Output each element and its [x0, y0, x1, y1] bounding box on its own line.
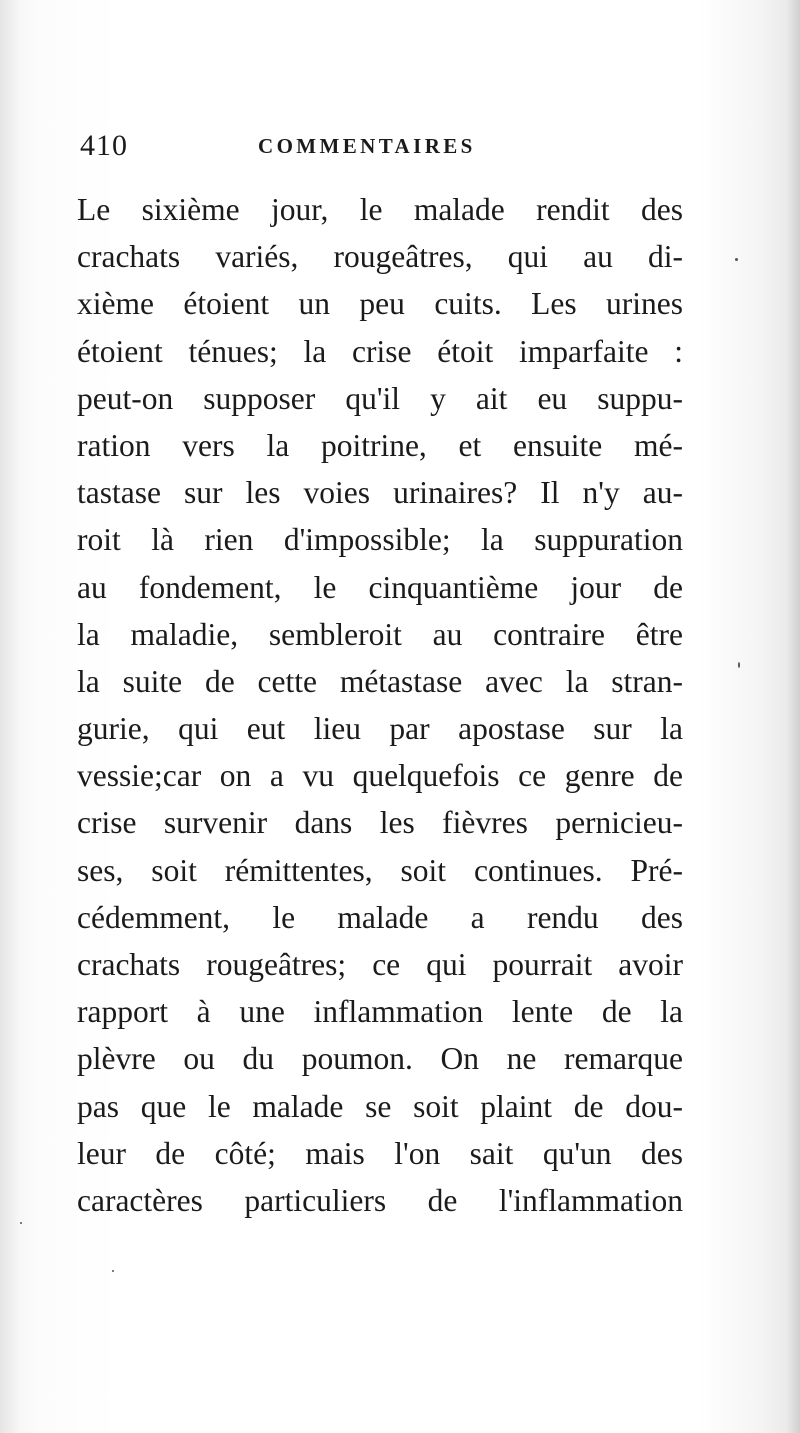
page-left-shadow [0, 0, 20, 1433]
text-line: Le sixième jour, le malade rendit des [77, 192, 683, 227]
text-line: crachats rougeâtres; ce qui pourrait avoir [77, 947, 683, 982]
text-line: crise survenir dans les fièvres pernicieu- [77, 805, 683, 841]
text-line: crachats variés, rougeâtres, qui au di- [77, 239, 683, 275]
ink-speck [112, 1270, 114, 1272]
page-right-edge-shadow [786, 0, 800, 1433]
text-line: xième étoient un peu cuits. Les urines [77, 286, 683, 322]
text-line: ration vers la poitrine, et ensuite mé- [77, 427, 683, 463]
ink-speck [735, 258, 738, 261]
body-text [77, 186, 683, 1224]
text-line: tastase sur les voies urinaires? Il n'y au- [77, 475, 683, 511]
text-line: étoient ténues; la crise étoit imparfaite : [77, 333, 683, 369]
running-title: COMMENTAIRES [258, 134, 476, 158]
ink-speck [738, 662, 740, 668]
text-line: plèvre ou du poumon. On ne remarque [77, 1041, 683, 1077]
text-line: rapport à une inflammation lente de la [77, 994, 683, 1030]
running-head [80, 128, 680, 164]
text-line: roit là rien d'impossible; la suppuration [77, 522, 683, 558]
text-line: gurie, qui eut lieu par apostase sur la [77, 711, 683, 747]
page-number: 410 [80, 129, 128, 162]
text-line: cédemment, le malade a rendu des [77, 899, 683, 935]
text-line: la suite de cette métastase avec la stran- [77, 663, 683, 699]
text-line: vessie;car on a vu quelquefois ce genre de [77, 758, 683, 794]
text-line: pas que le malade se soit plaint de dou- [77, 1088, 683, 1124]
text-line: leur de côté; mais l'on sait qu'un des [77, 1135, 683, 1171]
ink-speck [20, 1222, 22, 1224]
text-line: la maladie, sembleroit au contraire être [77, 616, 683, 652]
text-line: caractères particuliers de l'inflammation [77, 1182, 683, 1218]
text-line: peut-on supposer qu'il y ait eu suppu- [77, 380, 683, 416]
text-line: ses, soit rémittentes, soit continues. Pré- [77, 852, 683, 888]
text-line: au fondement, le cinquantième jour de [77, 569, 683, 605]
